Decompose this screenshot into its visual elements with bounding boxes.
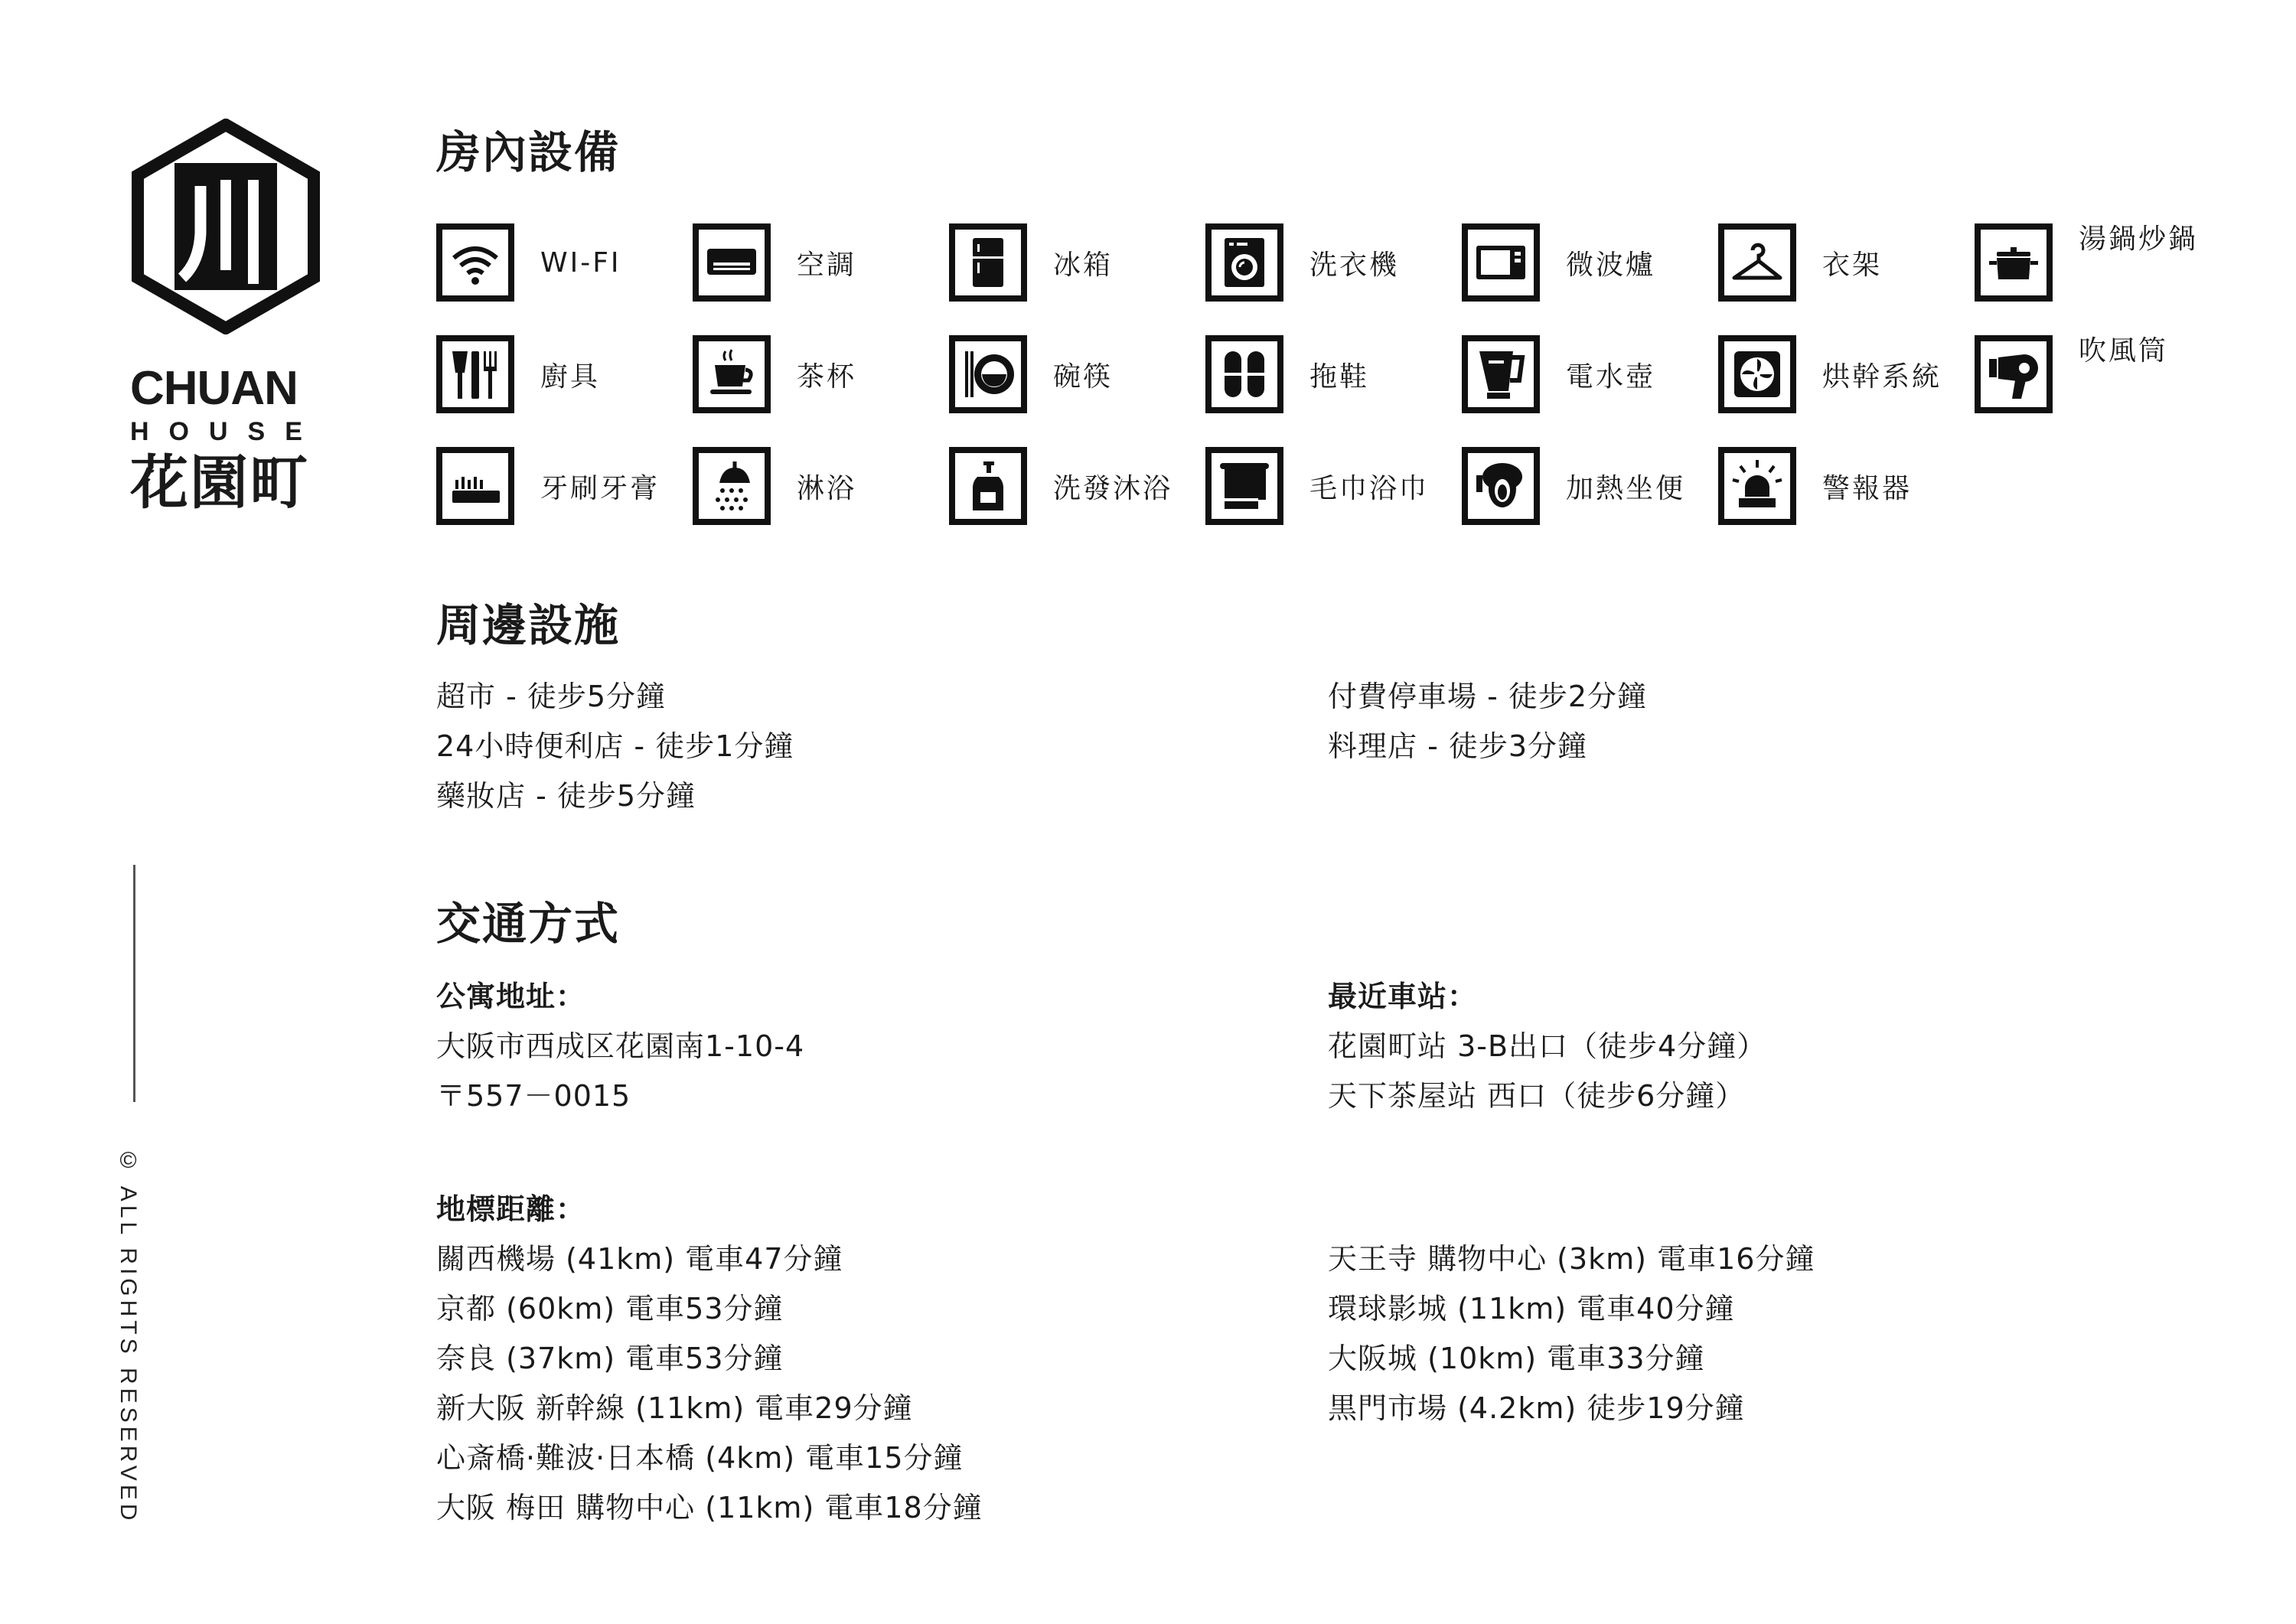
slippers-icon (1205, 335, 1283, 413)
amenity-item (693, 447, 949, 525)
refrigerator-icon (949, 223, 1027, 302)
tea-cup-icon (693, 335, 771, 413)
amenity-label: 毛巾浴巾 (1309, 472, 1430, 504)
amenity-label: 洗衣機 (1309, 249, 1400, 281)
nearby-heading: 周邊設施 (436, 599, 621, 651)
amenity-item (1462, 223, 1718, 302)
amenity-item (949, 447, 1205, 525)
hair-dryer-icon (1975, 335, 2053, 413)
amenity-label: 加熱坐便 (1566, 472, 1686, 504)
amenity-label: 茶杯 (797, 360, 857, 393)
amenity-label: 衣架 (1822, 249, 1883, 281)
amenity-label: 電水壺 (1566, 360, 1656, 393)
station-line: 天下茶屋站 西口（徒步6分鐘） (1328, 1079, 1746, 1113)
amenity-label: 湯鍋炒鍋 (2079, 223, 2199, 255)
landmark-item: 奈良 (37km) 電車53分鐘 (436, 1342, 784, 1375)
alarm-icon (1718, 447, 1796, 525)
nearby-item: 藥妝店 - 徒步5分鐘 (436, 779, 696, 813)
brand-logo (130, 119, 329, 517)
landmark-item: 大阪城 (10km) 電車33分鐘 (1328, 1342, 1705, 1375)
hexagon-logo-icon (130, 119, 321, 334)
copyright-notice: © ALL RIGHTS RESERVED (116, 1148, 141, 1525)
landmark-item: 京都 (60km) 電車53分鐘 (436, 1292, 784, 1326)
nearby-item: 付費停車場 - 徒步2分鐘 (1328, 680, 1648, 713)
landmarks-right (1328, 1185, 2219, 1533)
amenities-grid (436, 207, 2258, 542)
amenity-item (949, 335, 1205, 413)
air-conditioner-icon (693, 223, 771, 302)
amenity-item (436, 335, 693, 413)
address-block (436, 972, 1328, 1121)
vertical-divider (133, 865, 135, 1102)
microwave-icon (1462, 223, 1540, 302)
towel-icon (1205, 447, 1283, 525)
amenity-label: 警報器 (1822, 472, 1913, 504)
brand-subtitle: HOUSE (130, 417, 322, 446)
address-line: 大阪市西成区花園南1-10-4 (436, 1029, 805, 1063)
landmark-item: 天王寺 購物中心 (3km) 電車16分鐘 (1328, 1242, 1815, 1276)
nearby-item: 超市 - 徒步5分鐘 (436, 680, 667, 713)
amenity-label: 拖鞋 (1309, 360, 1370, 393)
nearby-column-right (1328, 672, 2219, 821)
amenity-item (1975, 223, 2231, 302)
amenity-item (1205, 335, 1462, 413)
amenity-label: 微波爐 (1566, 249, 1656, 281)
amenity-label: 冰箱 (1053, 249, 1114, 281)
amenities-row (436, 430, 2258, 542)
landmark-item: 環球影城 (11km) 電車40分鐘 (1328, 1292, 1735, 1326)
nearby-column-left (436, 672, 1328, 821)
amenities-row (436, 207, 2258, 318)
amenity-label: 碗筷 (1053, 360, 1114, 393)
amenity-label: WI-FI (540, 246, 621, 279)
landmark-item: 關西機場 (41km) 電車47分鐘 (436, 1242, 843, 1276)
kitchenware-icon (436, 335, 514, 413)
amenity-label: 烘幹系統 (1822, 360, 1942, 393)
station-line: 花園町站 3-B出口（徒步4分鐘） (1328, 1029, 1767, 1063)
brand-location: 花園町 (130, 448, 309, 517)
amenity-item (693, 223, 949, 302)
shower-icon (693, 447, 771, 525)
cooking-pot-icon (1975, 223, 2053, 302)
amenity-item (1462, 447, 1718, 525)
amenity-item (1718, 335, 1975, 413)
amenity-label: 廚具 (540, 360, 601, 393)
amenity-item (949, 223, 1205, 302)
amenity-item (1462, 335, 1718, 413)
amenity-item (1975, 335, 2231, 413)
amenity-label: 吹風筒 (2079, 335, 2169, 367)
nearby-list (436, 672, 2197, 821)
transport-info (436, 972, 2197, 1121)
amenity-label: 空調 (797, 249, 857, 281)
amenities-heading: 房內設備 (436, 126, 621, 178)
amenity-item (1718, 223, 1975, 302)
amenity-label: 洗發沐浴 (1053, 472, 1173, 504)
bowl-chopsticks-icon (949, 335, 1027, 413)
nearby-item: 24小時便利店 - 徒步1分鐘 (436, 729, 794, 763)
amenity-item (1718, 447, 1975, 525)
postal-code: 〒557－0015 (436, 1079, 631, 1113)
hanger-icon (1718, 223, 1796, 302)
electric-kettle-icon (1462, 335, 1540, 413)
amenities-row (436, 318, 2258, 430)
landmark-info (436, 1185, 2197, 1533)
transport-heading: 交通方式 (436, 898, 621, 950)
amenity-label: 牙刷牙膏 (540, 472, 660, 504)
dryer-system-icon (1718, 335, 1796, 413)
brand-name: CHUAN (130, 362, 298, 415)
wifi-icon (436, 223, 514, 302)
heated-toilet-icon (1462, 447, 1540, 525)
station-label: 最近車站： (1328, 980, 1478, 1013)
landmark-item: 心斎橋·難波·日本橋 (4km) 電車15分鐘 (436, 1441, 964, 1475)
shampoo-bottle-icon (949, 447, 1027, 525)
address-label: 公寓地址： (436, 980, 586, 1013)
landmark-label: 地標距離： (436, 1192, 586, 1226)
amenity-label: 淋浴 (797, 472, 857, 504)
washing-machine-icon (1205, 223, 1283, 302)
landmark-item: 新大阪 新幹線 (11km) 電車29分鐘 (436, 1391, 913, 1425)
landmarks-left (436, 1185, 1328, 1533)
amenity-item (436, 223, 693, 302)
station-block (1328, 972, 2219, 1121)
toothbrush-icon (436, 447, 514, 525)
nearby-item: 料理店 - 徒步3分鐘 (1328, 729, 1588, 763)
amenity-item (436, 447, 693, 525)
landmark-item: 黒門市場 (4.2km) 徒步19分鐘 (1328, 1391, 1745, 1425)
landmark-spacer (1328, 1185, 2219, 1234)
amenity-item (1205, 447, 1462, 525)
amenity-item (1205, 223, 1462, 302)
landmark-item: 大阪 梅田 購物中心 (11km) 電車18分鐘 (436, 1491, 983, 1525)
amenity-item (693, 335, 949, 413)
